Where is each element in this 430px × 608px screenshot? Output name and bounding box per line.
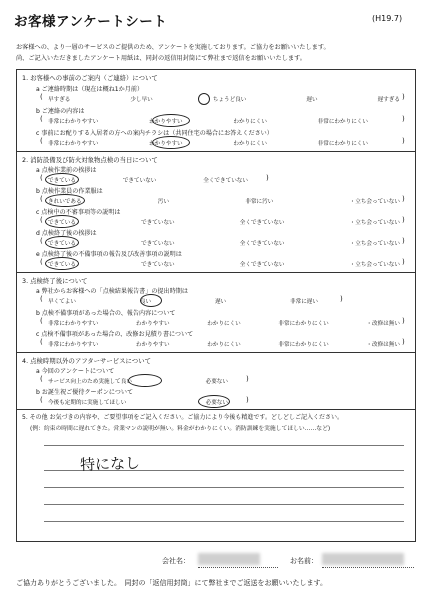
version-date: (H19.7): [372, 14, 403, 23]
section-divider: [16, 352, 416, 353]
option[interactable]: 遅い: [306, 97, 318, 103]
option[interactable]: 非常に遅い: [290, 299, 318, 305]
section-5-example: (例：約束の時間に遅れてきた。営業マンの説明が無い。料金がわかりにくい。消防訓練を実施してほしい……など): [30, 426, 331, 432]
section-3-heading: 3. 点検終了後について: [22, 277, 88, 285]
q3a-options[interactable]: [48, 297, 318, 305]
q2b-options[interactable]: [48, 197, 400, 205]
option[interactable]: 遅い: [214, 299, 227, 305]
option[interactable]: 非常にわかりにくい: [278, 342, 329, 348]
paren-right: ): [402, 216, 405, 224]
q1a-options[interactable]: [48, 95, 400, 103]
q2a-label: a 点検作業前の挨拶は: [36, 167, 97, 174]
q2c-options[interactable]: [48, 218, 400, 226]
q2e-label: e 点検終了後の不備事項の報告及び改善事項の説明は: [36, 251, 182, 258]
option[interactable]: わかりやすい: [135, 342, 170, 348]
writing-line: [44, 487, 404, 488]
option[interactable]: ・立ち会っていない: [349, 241, 400, 247]
option[interactable]: 早すぎる: [48, 97, 71, 103]
name-label: お名前：: [290, 557, 318, 565]
option[interactable]: 早くてよい: [48, 299, 76, 305]
option[interactable]: わかりにくい: [233, 141, 267, 147]
option[interactable]: 汚い: [157, 199, 170, 205]
option[interactable]: わかりにくい: [207, 321, 241, 327]
selection-mark: [198, 93, 210, 105]
writing-line: [44, 445, 404, 446]
paren-left: (: [40, 295, 43, 303]
selection-mark: [152, 136, 190, 149]
footer-note: ご協力ありがとうございました。 同封の「返信用封筒」にて弊社までご返送をお願いいたします。: [16, 579, 327, 587]
section-1-heading: 1. お客様への事前のご案内（ご連絡）について: [22, 74, 158, 82]
paren-right: ): [402, 237, 405, 245]
option[interactable]: できている: [48, 220, 76, 226]
q1a-label: a ご連絡時期は（現在は概ね1か月前）: [36, 86, 144, 93]
paren-left: (: [40, 195, 43, 203]
writing-line: [44, 504, 404, 505]
selection-mark: [140, 294, 162, 307]
paren-right: ): [402, 258, 405, 266]
q2e-options[interactable]: [48, 260, 400, 268]
q2c-label: c 点検中の不審事項等の説明は: [36, 209, 121, 216]
option[interactable]: 少し早い: [130, 97, 153, 103]
page-title: お客様アンケートシート: [14, 14, 168, 30]
company-label: 会社名：: [162, 557, 190, 565]
q4a-label: a 今回のアンケートについて: [36, 368, 115, 375]
intro-line-1: お客様への、より一層のサービスのご提供のため、アンケートを実施しております。ご協力をお願いいたします。: [16, 44, 330, 51]
q2d-label: d 点検終了後の挨拶は: [36, 230, 97, 237]
q2b-label: b 点検作業員の作業服は: [36, 188, 103, 195]
paren-right: ): [402, 317, 405, 325]
option[interactable]: ・立ち会っていない: [349, 262, 400, 268]
selection-mark: [45, 236, 79, 249]
option[interactable]: 非常にわかりにくい: [317, 119, 368, 125]
company-line: [198, 567, 278, 568]
q1c-label: c 事前にお配りする入居者の方への案内チラシは（共同住宅の場合にお答えください）: [36, 130, 273, 137]
option[interactable]: できていない: [122, 178, 157, 184]
section-4-heading: 4. 点検時期以外のアフターサービスについて: [22, 357, 151, 365]
option[interactable]: わかりやすい: [149, 141, 183, 147]
paren-left: (: [40, 137, 43, 145]
option[interactable]: 非常に汚い: [245, 199, 274, 205]
selection-mark: [152, 114, 190, 127]
option[interactable]: ・立ち会っていない: [349, 199, 400, 205]
q3b-label: b 点検不備事項があった場合の、報告内容について: [36, 310, 176, 317]
name-redacted: [322, 553, 404, 565]
option[interactable]: 全くできていない: [203, 178, 248, 184]
selection-mark: [45, 257, 79, 270]
option[interactable]: 非常にわかりやすい: [48, 342, 99, 348]
option[interactable]: きれいである: [48, 199, 82, 205]
intro-line-2: 尚、ご記入いただきましたアンケート用紙は、同封の返信用封筒にて弊社まで返信をお願いいたします。: [16, 55, 306, 62]
option[interactable]: 全くできていない: [239, 262, 285, 268]
paren-right: ): [402, 93, 405, 101]
paren-left: (: [40, 115, 43, 123]
writing-line: [44, 521, 404, 522]
option[interactable]: できていない: [141, 262, 175, 268]
paren-left: (: [40, 396, 43, 404]
paren-right: ): [340, 295, 343, 303]
option[interactable]: わかりやすい: [135, 321, 170, 327]
paren-right: ): [246, 396, 249, 404]
option[interactable]: 非常にわかりやすい: [48, 321, 99, 327]
option[interactable]: 非常にわかりにくい: [317, 141, 368, 147]
option[interactable]: 非常にわかりやすい: [48, 119, 99, 125]
company-name-redacted: [198, 553, 260, 565]
section-5-heading: 5. その他 お気づきの内容や、ご要望事項をご記入ください。ご協力により今後も精進です。どしどしご記入ください。: [22, 414, 343, 421]
option[interactable]: ちょうど良い: [212, 97, 247, 103]
q3a-label: a 弊社からお客様への「点検結果報告書」の提出時期は: [36, 288, 188, 295]
paren-left: (: [40, 317, 43, 325]
option[interactable]: 遅すぎる: [377, 97, 400, 103]
option[interactable]: 非常にわかりやすい: [48, 141, 99, 147]
section-2-heading: 2. 消防設備及び防火対象物点検の当日について: [22, 156, 158, 164]
name-line: [322, 567, 414, 568]
paren-right: ): [402, 195, 405, 203]
option[interactable]: 全くできていない: [239, 241, 285, 247]
paren-right: ): [402, 115, 405, 123]
option[interactable]: ・立ち会っていない: [349, 220, 400, 226]
option[interactable]: できていない: [141, 241, 175, 247]
option[interactable]: ・改修は無い: [366, 321, 400, 327]
option[interactable]: できている: [48, 178, 76, 184]
q3c-label: c 点検不備事項があった場合の、改修お見積り書について: [36, 331, 194, 338]
option[interactable]: わかりやすい: [149, 119, 183, 125]
q1b-label: b ご連絡の内容は: [36, 108, 85, 115]
section-divider: [16, 272, 416, 273]
selection-mark: [198, 395, 230, 408]
option[interactable]: 必要ない: [205, 400, 228, 406]
q4b-label: b お誕生祝ご優待クーポンについて: [36, 389, 134, 396]
option[interactable]: できていない: [141, 220, 175, 226]
paren-left: (: [40, 216, 43, 224]
paren-left: (: [40, 237, 43, 245]
selection-mark: [45, 194, 85, 207]
paren-right: ): [246, 375, 249, 383]
option[interactable]: できている: [48, 262, 76, 268]
q1b-options[interactable]: [48, 117, 368, 125]
paren-left: (: [40, 258, 43, 266]
option[interactable]: 非常にわかりにくい: [278, 321, 329, 327]
paren-left: (: [40, 375, 43, 383]
paren-right: ): [402, 338, 405, 346]
option[interactable]: 今後も定期的に実施してほしい: [48, 400, 127, 406]
paren-right: ): [266, 174, 269, 182]
option[interactable]: できている: [48, 241, 76, 247]
option[interactable]: 必要ない: [205, 379, 228, 385]
option[interactable]: わかりにくい: [207, 342, 241, 348]
paren-right: ): [402, 137, 405, 145]
section-divider: [16, 409, 416, 410]
q2d-options[interactable]: [48, 239, 400, 247]
paren-left: (: [40, 93, 43, 101]
option[interactable]: ・改修は無い: [366, 342, 400, 348]
q3b-options[interactable]: [48, 319, 400, 327]
option[interactable]: 全くできていない: [239, 220, 285, 226]
selection-mark: [45, 215, 79, 228]
section-divider: [16, 151, 416, 152]
option[interactable]: サービス向上のため実施して良い: [48, 379, 132, 385]
option[interactable]: わかりにくい: [233, 119, 267, 125]
handwritten-response[interactable]: 特になし: [79, 453, 141, 475]
q1c-options[interactable]: [48, 139, 368, 147]
selection-mark: [45, 173, 79, 186]
option[interactable]: 良い: [139, 299, 152, 305]
selection-mark: [128, 374, 162, 387]
paren-left: (: [40, 338, 43, 346]
q3c-options[interactable]: [48, 340, 400, 348]
paren-left: (: [40, 174, 43, 182]
